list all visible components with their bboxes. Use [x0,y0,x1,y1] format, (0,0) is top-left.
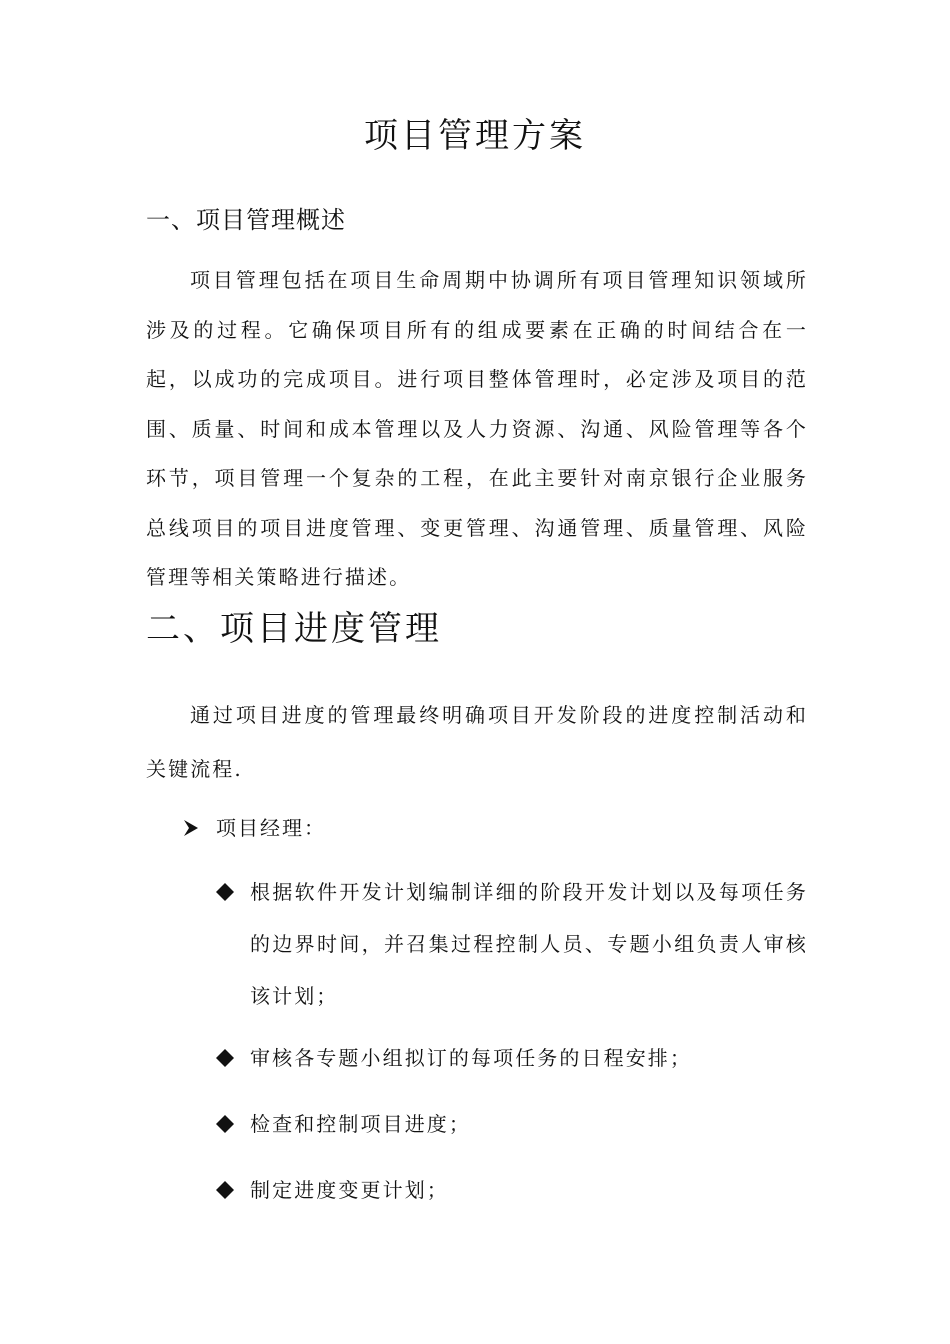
bullet-item [216,866,808,1022]
diamond-bullet-icon [216,1032,250,1084]
bullet-item [216,1164,808,1216]
bullet-item [216,1032,808,1084]
arrow-bullet-icon [184,820,198,836]
section-2-heading: 二、项目进度管理 [146,609,442,649]
bullet-text: 检查和控制项目进度； [250,1112,471,1136]
role-item-project-manager [184,808,326,848]
document-title: 项目管理方案 [364,116,586,156]
section-2-paragraph: 通过项目进度的管理最终明确项目开发阶段的进度控制活动和关键流程. [146,703,808,781]
section-1-paragraph: 项目管理包括在项目生命周期中协调所有项目管理知识领域所涉及的过程。它确保项目所有的组成要素在正确的时间结合在一起，以成功的完成项目。进行项目整体管理时，必定涉及项目的范围、质量、时间和成本管理以及人力资源、沟通、风险管理等各个环节，项目管理一个复杂的工程，在此主要针对南京银行企业服务总线项目的项目进度管理、变更管理、沟通管理、质量管理、风险管理等相关策略进行描述。 [146,268,808,589]
section-1-heading: 一、项目管理概述 [146,206,346,234]
role-label: 项目经理： [216,816,326,840]
bullet-item [216,1098,808,1150]
bullet-text: 根据软件开发计划编制详细的阶段开发计划以及每项任务的边界时间，并召集过程控制人员、专题小组负责人审核该计划； [250,880,808,1008]
diamond-bullet-icon [216,1098,250,1150]
diamond-bullet-icon [216,866,250,918]
bullet-text: 审核各专题小组拟订的每项任务的日程安排； [250,1046,692,1070]
bullet-text: 制定进度变更计划； [250,1178,449,1202]
diamond-bullet-icon [216,1164,250,1216]
